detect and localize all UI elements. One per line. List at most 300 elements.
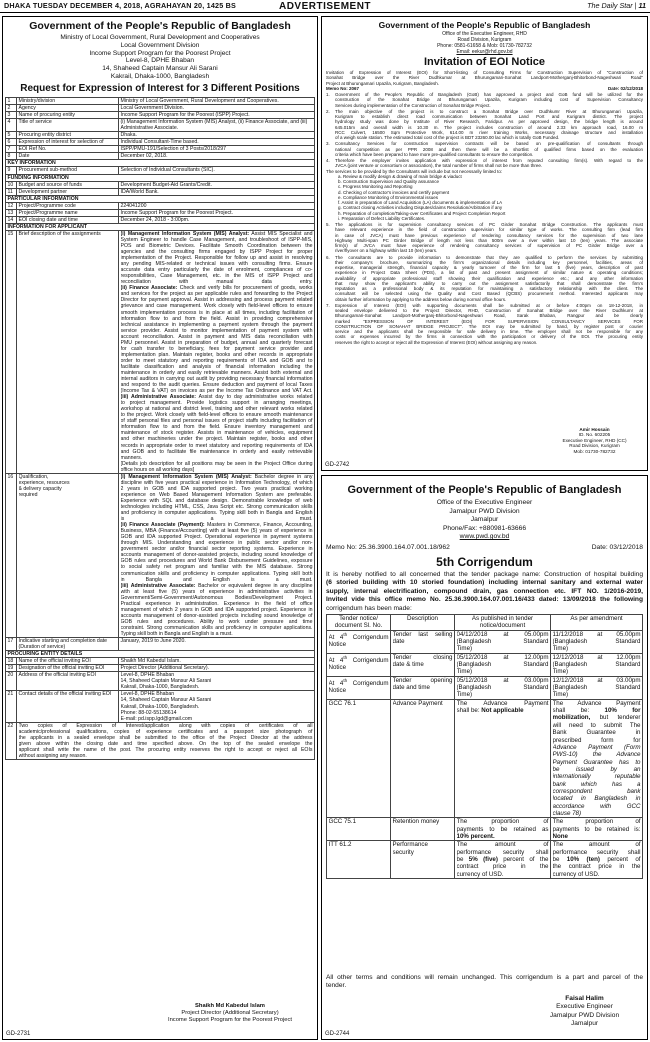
paragraph-line: Therefore the employer invites application with expression of interest from reputed consulting firm(s). With regard to the [335,158,643,163]
text-line: in Bangla and English is a must. [120,576,313,583]
paragraph-line: marked "EXPRESSION OF INTEREST (EOI) FOR SUPERVISION CONSULTANCY SERVICES FOR [335,318,643,324]
service-item: b. Construction Supervision and Quality assurance [338,179,440,184]
table-cell-line: Time) [552,691,569,699]
table-row [6,722,315,759]
table-cell: 4 [7,119,11,126]
text-line: information flow to and from the field. Ensure inventory management and [120,424,313,431]
text-line: Experience with SQL and database design. Demonstrable knowledge of web [120,497,313,504]
paragraph-line: RCC Culvert, 16500 Sqm Protective Work, 614.00 m river training Works, necessary drainage structure and installation [335,129,643,135]
text-line: and other machineries under the project. Maintain register, books and other [120,436,313,443]
table-cell: Individual Consultant-Time based. [120,139,199,146]
table-cell-line: Retention money [392,818,440,826]
service-item: h. Preparation of completion/Taking-over Certificates and Project Completion Report [338,210,506,216]
text-line: maintenance in orderly and easily retrievable manners. Assist both external and [120,369,313,376]
paragraph-line: in case of JVCA) must have previous experience of rendering consultancy services for the supervision of two lane [335,232,643,238]
section-row [6,174,315,181]
masthead: The Daily Star | 11 [587,1,646,10]
text-line: GOB and IDA supported Project. Operational experience in payment systems [120,534,313,541]
table-cell: Agency [18,105,36,112]
paragraph-line: hydrology study was done by Institute of River Research, Faridpur. As per approved design, the bridge length is around [335,119,643,125]
table-cell: Name of the official inviting EOI [18,658,91,665]
qualification-description [119,473,315,637]
address-line: Kakrail, Dhaka-1000, Bangladesh. [120,684,200,691]
text-line: grievance and case management. Work closely with field-level offices to ensure [120,303,313,310]
table-row [327,653,643,676]
ad3-memo: Memo No: 25.36.3900.164.07.001.18/962 [326,544,450,551]
table-cell-line: be issued by an [552,765,641,773]
text-line: experience on Web Based Management Information System are preferable. [120,491,313,498]
table-cell: January, 2019 to June 2020. [120,638,186,645]
paragraph-line: The main objective of the project is to construct a Sonahat Bridge over Dudhkumr River at Bhurungamari Upazila, [335,108,643,114]
table-row [6,665,315,672]
table-row [6,153,315,160]
table-cell-line: Bank Guarantee in [552,729,641,737]
ad3-table [326,614,643,974]
table-cell-line: (Bangladesh Standard [456,661,549,669]
row-label: required [18,491,38,498]
table-cell: Development partner [18,188,67,195]
table-cell-line: correspondent bank [552,787,641,795]
table-row [6,658,315,665]
paragraph-line: Consultancy Services for construction supervision contracts will be based on pre-qualification of consultants through [335,141,643,147]
numbered-paragraph [326,92,643,108]
table-cell-line: At 4th Corrigendum [328,631,389,641]
paragraph-line: sealed envelope delivered to the Project Director, RHD, Construction of Sonahat Bridge over the River Dudhkumr at [335,308,643,313]
text-line: Typing skill both in Bangla and English is a must. [120,630,233,637]
table-cell: Indicative starting and completion date (Duration of service) [18,638,108,651]
ad3-outro [326,974,643,992]
table-cell: Name of procuring entity [18,112,76,119]
table-cell-line: performance security shall [552,848,641,856]
text-line: Government/Semi-Government/Autonomous Bodies/Development Project. [120,594,313,601]
row-number: 15 [7,230,14,237]
text-line: discipline with five years practical experience in Information Technology, of which [120,479,313,486]
table-cell-line: located in Bangladesh in [552,795,641,803]
table-cell: 224041200 [120,202,147,209]
table-row [6,188,315,195]
table-cell-line: shall be: 10% for [552,707,641,715]
paragraph-line: national competition as per PPR 2008 and then there will be a shortlist of qualified firms based on the evaluation [335,146,643,152]
table-cell: 8 [7,153,11,160]
section-heading: PARTICULAR INFORMATION [7,195,79,202]
address-line: 14, Shaheed Captain Mansur Ali Sarani [120,697,212,704]
paragraph-line: reserves the right to accept or reject all the Expression of Interest (EOI) without assigning any reason. [335,339,538,345]
section-title: ADVERTISEMENT [278,1,372,12]
text-line: 2 years in GOB and IDA supported project. Two years practical working [120,485,313,492]
numbered-paragraph [326,158,643,169]
intro-line: (6 storied building with 10 storied foundation) including internal sanitary and external water [326,579,643,587]
ad2-gd-code: GD-2742 [325,462,350,468]
intro-line: Sonahat Bridge over the River Dudhkumar at Bhurungamari-Sonahat Landport-Motherganj-Bhitorbond-Nageshwari Road" [326,75,643,81]
column-header: Description [407,615,438,622]
text-line: communication skills and proficiency in computer applications. Typing skill both [120,570,313,577]
paragraph-number: 2. [326,108,330,114]
table-cell-line: 05/12/2018 at 12.00pm [456,653,549,661]
table-cell: December 24, 2018 - 3:00pm. [120,216,190,223]
ad3-address-block: Office of the Executive Engineer Jamalpur PWD Division Jamalpur Phone/Fax: +880981-63666 www.pwd.gov.bd [436,499,533,541]
table-cell: Shaikh Md Kabedul Islam. [120,658,181,665]
text-line: POS and Biometric Devices. Facilitate Smooth Coordination between the [120,242,313,249]
table-cell-line: performance security shall [456,848,549,856]
table-cell-line: be 10% (ten) percent of [552,856,641,863]
table-row [327,818,643,841]
table-cell: Dhaka. [120,132,137,139]
table-cell-line: Notice [328,641,347,649]
ad3-intro [326,571,643,615]
text-line: (ii) Finance Associate (Payment): Masters in Commerce, Finance, Accounting, [120,522,313,529]
table-cell-line: Time) [552,668,569,676]
text-line: is a must. [120,516,313,523]
text-line: and respond to the audit queries. Ensure deduction and payment of local Taxes [120,382,313,389]
paragraph-line: their company's brochure, summarizing the firm's organizational details including key personnel, facilities, areas of [335,259,643,265]
address-line: Level-8, DPHE Bhaban [120,691,175,698]
service-item: a. Review & modify design & drawing of main bridge & viaduct [338,173,462,179]
dateline: DHAKA TUESDAY DECEMBER 4, 2018, AGRAHAYAN 20, 1425 BS [4,1,237,10]
text-line: workshop at national and district level, training and other relevant works related [120,406,313,413]
section-row [6,223,315,230]
table-cell: 10 [7,181,14,188]
text-line: Director for payment approval. Assist in addressing and process payment related [120,297,313,304]
text-line: responsibilities, Case Management, etc. in the MIS of ISPP Project and [120,273,313,280]
text-line: applicant shall write the name of the post. The procuring entity reserves the right to accept or reject all EOIs [18,746,313,753]
ad3-signature: Faisal Halim Executive Engineer Jamalpur PWD Division Jamalpur [549,995,620,1028]
table-cell: Development Budget-Aid Grants/Credit. [120,181,212,188]
text-line: office hours on all working days] [120,466,195,473]
paragraph-number: 5. [326,222,330,227]
table-cell-line: Tender opening [392,676,453,684]
column-header: As published in tender notice/document [471,615,534,630]
paragraph-line: JVCA (joint venture or consortium or association), the total number of firms shall not be more than three. [335,163,543,169]
ad1-gd-code: GD-2731 [6,1031,31,1037]
table-cell-line: 11/12/2018 at 05.00pm [552,630,641,638]
text-line: Business, MBA (Finance/Accounting) with at least five (5) years of experience in [120,528,313,535]
row-label: Contact details of the official inviting EOI [18,691,112,698]
numbered-paragraph [326,303,643,345]
table-cell-line: Advance Payment (Form [552,743,641,751]
text-line: and proficiency in computer applications. Typing skill both in Bangla and English [120,510,313,517]
paragraph-line: Kurigram to establish direct road communication between Sonahat Land Port and Kurigram district. The project [335,114,643,119]
ad2-heading: Invitation of EOI Notice [423,56,545,68]
table-cell: 3 [7,112,11,119]
table-row [6,146,315,153]
table-row [6,672,315,691]
text-line: internal auditors in carrying out audit by providing necessary financial information [120,376,313,383]
service-item: f. Assist in preparation of Land Acquisition (LA) documents & implementation of LA [338,200,503,205]
table-cell-line: PWS-10) the Advance [552,751,641,759]
page-header [0,0,650,13]
table-cell: EOI Ref No. [18,146,47,153]
paragraph-line: consultant will be selected using the Quality and Cost Based (QCBS) procurement method. Interested applicants may [335,291,643,297]
ad3-heading: 5th Corrigendum [436,555,533,569]
table-cell-line: bank which has a [552,780,641,788]
table-cell-line: clause 78) [552,809,582,817]
paragraph-number: 6. [326,254,330,260]
corrigendum-table [326,614,643,879]
paragraph-line: Bhurungamari-Sonahat Landport-Motherganj-Bhitorbond-Nageshwari Road, Sarak Bhaban, Rangpur and be clearly [335,313,643,319]
memo-number: Memo No: 2067 [326,85,360,91]
table-row [6,216,315,223]
paragraph-line: of a weigh scale station. The estimated total cost of the project is BDT 23260.00 lac which is totally GoB Funded. [335,135,560,140]
text-line: given above within the closing date and time specified above. On the top of the sealed envelope the [18,740,313,747]
table-cell: 17 [7,638,14,645]
ad2-address-block: Office of the Executive Engineer, RHD Road Division, Kurigram Phone: 0581-61658 & Mob: 01730-782732 Email: eekur@rhd.gov.bd [437,31,532,55]
paragraph-line: Government of the People's Republic of Bangladesh (GoB) has approved a project and GoB fund will be utilized for the [335,92,643,97]
row-label: experience, resources [18,479,70,486]
table-cell-line: Notice [328,664,347,672]
table-cell: (i) Management Information System (MIS) Analyst, (ii) Finance Associate, and (iii) Administrative Associate. [120,119,308,132]
table-cell-line: currency of USD. [456,870,504,878]
intro-line: Invitation of Expression of Interest (EOI) for Short-listing of Consulting Firms for Construction Supervision of "Construction of [326,70,643,75]
section-heading: PROCURING ENTITY DETAILS [7,651,83,658]
text-line: information flow to and from the field. Assist in providing comprehensive [120,315,313,322]
assignment-description [119,230,315,473]
service-item: c. Progress Monitoring and Reporting [338,184,413,190]
table-row [6,119,315,132]
paragraph-line: Highway Multi-span PC Girder Bridge of length not less than 500m over a river within last 10 (ten) years. The associate [335,237,643,243]
text-line: technologies including HTML, CSS, Java Script etc. Strong communication skills [120,504,313,510]
text-line: management of which 2 years in GOB and IDA supported project. Experience in [120,606,313,613]
row-label: Brief description of the assignments [18,230,101,237]
table-cell: ISPP/PMU-191/Selection of 3 Posts/2018/297 [120,146,227,153]
text-line: accounts management of donor-assisted projects including sound knowledge of [120,612,313,619]
intro-line: Invited vide this office memo No. 25.36.3900.164.07.001.16/433 dated: 13/09/2018 the following [326,596,643,604]
table-cell: Date [18,153,30,160]
text-line: implementation plan. Maintain register, books and other records in appropriate [120,351,313,358]
table-row [6,202,315,209]
text-line: (iii) Administrative Associate: Assist day to day administrative works related [120,394,313,401]
text-line: (ii) Finance Associate: Check and verify bills for procurement of goods, works [120,285,313,292]
table-cell: 18 [7,658,14,665]
table-row [327,630,643,653]
row-number: 16 [7,473,14,480]
table-cell-line: The amount of [552,841,641,849]
service-item: g. Contract closing Activities including Disputes/claims Resolution/Arbitration if any [338,205,503,211]
table-cell: Project/Programme code [18,202,76,209]
ad1-address-block: Ministry of Local Government, Rural Development and Cooperatives Local Government Division Income Support Program for the Poorest Project Level-8, DPHE Bhaban 14, Shaheed Captain Mansur Ali Sarani Kakrail, Dhaka-1000, Bangladesh [60,34,260,80]
ad-pwd-corrigendum [321,475,648,1040]
text-line: agencies and the consulting firms engaged by ISPP Project for proper [120,249,313,256]
outro-line: All other terms and conditions will remain unchanged. This corrigendum is a part and parcel of the [326,974,643,981]
ad3-title: Government of the People's Republic of Bangladesh [347,484,622,496]
table-cell: EOI closing date and time [18,216,78,223]
text-line: of staff personal files and personal issues of project staffs including facilitation of [120,418,313,425]
table-row [6,230,315,473]
text-line: reconciliation with manual data entry. [120,279,313,286]
table-cell: Income Support Program for the Poorest Project. [120,209,233,216]
outro-line: tender. [326,982,347,990]
table-cell-line: The Advance Payment [456,699,549,707]
column-header: Tender notice/ document Sl. No. [334,615,383,630]
table-cell: 7 [7,146,11,153]
table-cell: Procurement sub-method [18,167,78,174]
table-cell: 19 [7,665,14,672]
table-cell: 11 [7,188,13,195]
table-cell-line: Time) [456,691,473,699]
paragraph-line: The applications is for supervision consultancy services of PC Girder Sonahat Bridge Construction. The applicants must [335,222,643,227]
address-line: 14, Shaheed Captain Mansur Ali Sarani [120,678,212,685]
table-cell-line: GCC 76.1 [328,699,357,707]
table-cell: 9 [7,167,11,174]
table-row [6,209,315,216]
text-line: GOB rules and procedures and World Bank Disbursement Guidelines, exposure [120,558,313,565]
text-line: facilitate classification and analysis of financial information including the [120,363,313,370]
text-line: records in appropriate order to meet statutory and reporting requirements of IDA [120,442,313,449]
paragraph-number: 4. [326,158,330,163]
table-cell: 1 [7,98,11,104]
table-cell-line: (Bangladesh Standard [552,661,641,669]
intro-line: Project at Bhurungamari Upazila, Kurigram, Bangladesh. [326,80,440,86]
paragraph-line: have relevant experience in the field of construction supervision for similar type of works. The consulting firm (lead firm [335,227,643,233]
table-row [327,676,643,699]
table-cell: December 02, 2018. [120,153,168,160]
text-line: Two copies of Expression of Interest/application along with copies of certificates of all [18,722,313,729]
row-label: & delivery capacity [18,485,62,492]
address-line: Kakrail, Dhaka-1000, Bangladesh. [120,703,200,710]
text-line: for cash transfer to beneficiary, fees for payment service provider and [120,345,313,352]
table-cell-line: 04/12/2018 at 05.00pm [456,630,549,638]
table-cell-line: the contract price in the [552,863,641,871]
ad1-title: Government of the People's Republic of Bangladesh [29,20,291,32]
table-cell-line: date & time [392,661,424,669]
table-cell: 5 [7,132,11,139]
paragraph-number: 3. [326,141,330,147]
text-line: (i) Management Information System (MIS) Analyst: Assist MIS Specialist and [120,230,313,237]
text-line: GOB rules and procedures. Ability to work under pressure and time [120,618,313,625]
paragraph-number: 7. [326,302,330,308]
numbered-paragraph [326,222,643,254]
intro-line: corrigendum has been made: [326,604,412,612]
paragraph-line: availability of appropriate professional staff showing their qualification and experience etc.; and any other information [335,275,643,281]
table-row [6,132,315,139]
paragraph-number: 1. [326,92,330,97]
row-number: 22 [7,722,14,729]
paragraph-line: obtain further information by applying to the address below during normal office hours. [335,296,507,302]
table-cell-line: Tender last selling [392,630,453,638]
table-cell: Title of service [18,119,52,126]
paragraph-line: that may show the applicant's ability to carry out the assignment satisfactorily that shall demonstrate the firm's [335,280,643,286]
ad1-heading: Request for Expression of Interest for 3 Different Positions [20,83,300,94]
ad2-signature: Amir Hossain ID. No. 602205 Executive Engineer, RHD (CC) Road Division, Kurigram Mob: 01730-782732 [562,427,627,454]
table-cell-line: payments to be retained is: [552,825,641,833]
table-cell-line: Time) [456,668,473,676]
text-line: to the project. Work closely with field-level offices to ensure smooth maintenance [120,412,313,419]
table-cell-line: The Advance Payment [552,699,641,707]
paragraph-line: criteria which have been prepared to have more pre-qualified consultants to ensure the competition. [335,151,534,157]
section-heading: KEY INFORMATION [7,160,56,167]
text-line: through MIS. Understanding and experience in public sector and/or non- [120,540,313,547]
text-line: without assigning any reason. [18,752,87,759]
text-line: (iii) Administrative Associate: Bachelor or equivalent degree in any discipline [120,582,313,589]
table-cell-line: currency of USD. [552,870,600,878]
table-cell-line: internationally reputable [552,773,641,781]
table-cell-line: date and time [392,684,430,692]
ad2-title: Government of the People's Republic of Bangladesh [378,20,591,30]
numbered-paragraph [326,141,643,157]
table-cell: Project Director (Additional Secretary). [120,665,210,672]
table-cell: 12 [7,202,14,209]
ad-ispp-eoi [2,16,318,1040]
row-label: Qualification, [18,473,49,480]
table-row [327,841,643,879]
table-cell-line: At 4th Corrigendum [328,654,389,664]
table-cell-line: date [392,638,405,646]
text-line: account reconciliation. Assist in payment and MIS data reconciliation with [120,333,313,340]
text-line: the applicants in a sealed envelope shall be submitted to the office of the Project Director at the address [18,734,313,741]
text-line: and GOB and to facilitate file maintenance in orderly and easily retrievable [120,448,313,455]
table-row [6,638,315,651]
table-cell-line: The proportion of [552,818,641,826]
text-line: academic/professional qualifications, copies of experience certificates and a passport size photograph of [18,728,313,735]
text-line: smooth implementation process is in place at all times, including facilitation of [120,309,313,316]
text-line: and services for the project as per applicable rules and forwarding to the Project [120,291,313,298]
table-row [6,691,315,722]
table-cell: 2 [7,105,11,112]
table-row [6,98,315,105]
section-row [6,195,315,202]
text-line: any pending MIS-related or technical issues with consulting firms. Ensure [120,261,313,268]
table-cell-line: Notice [328,687,347,695]
table-row [6,105,315,112]
table-cell-line: The amount of [456,841,549,849]
table-cell-line: payments to be retained as [456,825,549,833]
table-cell-line: (Bangladesh Standard [456,684,549,692]
ad2-body [326,70,643,455]
address-line: Level-8, DPHE Bhaban [120,672,175,679]
table-cell: 6 [7,139,11,146]
text-line: accounts management of donor-assisted projects, including sound knowledge of [120,552,313,559]
table-cell-line: accordance with GCC [552,802,641,810]
intro-line: supply, internal electrification, compound drain, gas connection etc. IFT NO. 1/2016-2019, [326,587,643,595]
text-line: [Details job description for all positions may be seen in the Project Office during [120,460,313,467]
table-cell-line: shall be: Not applicable [456,707,524,715]
table-cell: 14 [7,216,14,223]
table-row [6,167,315,174]
table-cell-line: ITT 61.2 [328,841,352,849]
table-row [6,112,315,119]
table-cell: Project/Programme name [18,209,78,216]
table-cell-line: 05/12/2018 at 03.00pm [456,676,549,684]
text-line: manners. [120,454,143,461]
address-line: E-mail: pd.ispp.lgd@gmail.com [120,715,193,722]
text-line: (Income Tax & VAT) on invoices as per the Income Tax Ordinance and VAT Act. [120,388,313,395]
text-line: government sector and/or financial sector reporting systems. Experience in [120,546,313,553]
ad1-table [5,97,315,1002]
table-cell-line: (Bangladesh Standard [552,684,641,692]
text-line: accurate data entry particularly the date of enrolment, compliances of co- [120,267,313,274]
text-line: System Engineer to handle Case Management, and troubleshoot of ISPP-MIS, [120,236,313,243]
paragraph-line: river/flyover on a highway within last 10 (ten) years. [335,248,438,254]
table-cell-line: Performance [392,841,428,849]
text-line: service provider. Assist to monitor implementation of payment system with [120,327,313,334]
table-cell: Ministry of Local Government, Rural Development and Cooperatives. [120,98,279,104]
table-cell-line: Advance Payment [392,699,443,707]
paragraph-line: Expression of Interest (EOI) with supporting documents shall be submitted at or before 4:00pm on 18-12-2018, in [335,302,643,308]
text-line: with at least five (5) years of experience in administrative activities in [120,588,313,595]
table-cell-line: mobilization, but tenderer [552,714,641,722]
table-cell-line: be 5% (five) percent of the [456,856,549,863]
address-line: Phone: 88-02-55138614 [120,709,177,716]
row-label: Address of the official inviting EOI [18,672,96,679]
table-cell: Expression of interest for selection of [18,139,104,146]
row-number: 20 [7,672,14,679]
paragraph-line: firm(s) of JVCA must have experience of rendering consultancy services of supervision of PC Girder Bridge over a [335,243,643,248]
table-cell-line: Time) [552,645,569,653]
text-line: to social safety net program and familiar with the MIS database. Strong [120,564,313,571]
text-line: Practical experience in administration. Experience in the field of office [120,600,313,607]
table-cell: Selection of Individual Consultants (SIC). [120,167,215,174]
table-cell-line: Payment Guarantee has to [552,758,641,766]
table-cell-line: Time) [456,645,473,653]
